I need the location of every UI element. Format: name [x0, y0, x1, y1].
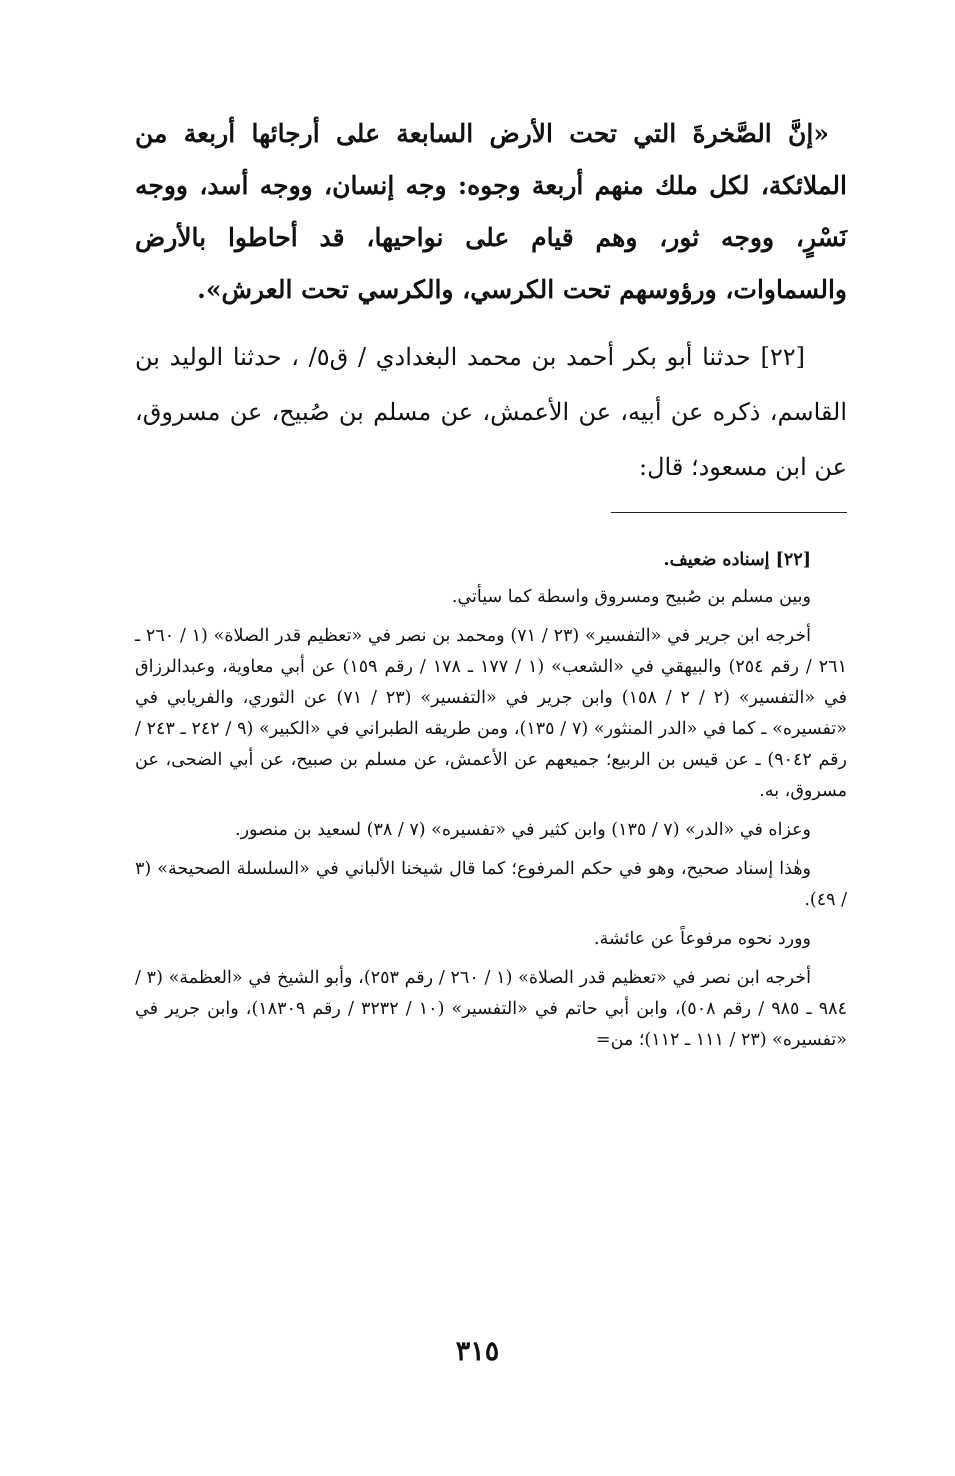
footnotes	[135, 545, 847, 1064]
quoted-hadith-text: «إنَّ الصَّخرةَ التي تحت الأرض السابعة على أرجائها أربعة من الملائكة، لكل ملك منهم أربعة وجوه: وجه إنسان، ووجه أسد، ووجه نَسْرٍ، ووجه ثور، وهم قيام على نواحيها، قد أحاطوا بالأرض والسماوات، ورؤوسهم تحت الكرسي، والكرسي تحت العرش».	[135, 119, 847, 304]
footnote-heading: [٢٢] إسناده ضعيف.	[663, 550, 811, 570]
footnote-paragraph: وعزاه في «الدر» (٧ / ١٣٥) وابن كثير في «تفسيره» (٧ / ٣٨) لسعيد بن منصور.	[235, 820, 811, 840]
footnote-paragraph: أخرجه ابن نصر في «تعظيم قدر الصلاة» (١ / ٢٦٠ / رقم ٢٥٣)، وأبو الشيخ في «العظمة» (٣ / ٩٨٤ ـ ٩٨٥ / رقم ٥٠٨)، وابن أبي حاتم في «التفسير» (١٠ / ٣٢٣٢ / رقم ١٨٣٠٩)، وابن جرير في «تفسيره» (٢٣ / ١١١ ـ ١١٢)؛ من=	[135, 968, 847, 1050]
main-text	[135, 108, 847, 495]
footnote-paragraph: وبين مسلم بن صُبيح ومسروق واسطة كما سيأتي.	[451, 587, 811, 607]
page-number: ٣١٥	[455, 1336, 500, 1367]
hadith-22-chain: [٢٢] حدثنا أبو بكر أحمد بن محمد البغدادي / ق٥/ ، حدثنا الوليد بن القاسم، ذكره عن أبيه، عن الأعمش، عن مسلم بن صُبيح، عن مسروق، عن ابن مسعود؛ قال:	[135, 343, 847, 481]
footnote-separator	[611, 512, 847, 513]
footnote-paragraph: أخرجه ابن جرير في «التفسير» (٢٣ / ٧١) ومحمد بن نصر في «تعظيم قدر الصلاة» (١ / ٢٦٠ ـ ٢٦١ / رقم ٢٥٤) والبيهقي في «الشعب» (١ / ١٧٧ ـ ١٧٨ / رقم ١٥٩) عن أبي معاوية، وعبدالرزاق في «التفسير» (٢ / ٢ / ١٥٨) وابن جرير في «التفسير» (٢٣ / ٧١) عن الثوري، والفريابي في «تفسيره» ـ كما في «الدر المنثور» (٧ / ١٣٥)، ومن طريقه الطبراني في «الكبير» (٩ / ٢٤٢ ـ ٢٤٣ / رقم ٩٠٤٢) ـ عن قيس بن الربيع؛ جميعهم عن الأعمش، عن مسلم بن صبيح، عن أبي الضحى، عن مسروق، به.	[135, 626, 847, 801]
footnote-paragraph: وورد نحوه مرفوعاً عن عائشة.	[594, 929, 811, 949]
footnote-paragraph: وهٰذا إسناد صحيح، وهو في حكم المرفوع؛ كما قال شيخنا الألباني في «السلسلة الصحيحة» (٣ / ٤٩).	[135, 859, 847, 910]
